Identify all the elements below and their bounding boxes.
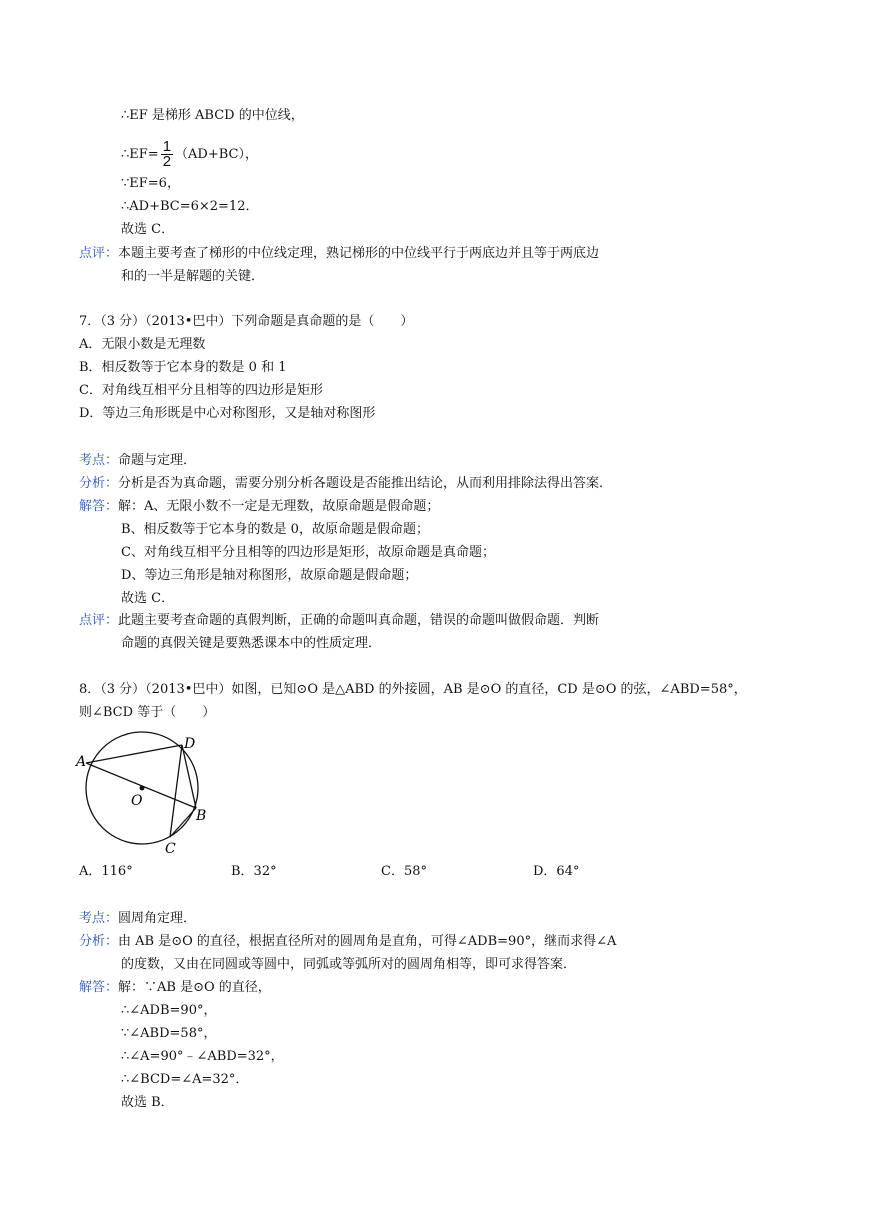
label-d: D (184, 736, 196, 752)
answer-text: 解：∵AB 是⊙O 的直径， (118, 980, 271, 995)
analysis-tag: 分析： (79, 934, 119, 949)
option-c: C．58° (381, 864, 427, 879)
knowledge-point (79, 452, 196, 470)
answer-line: ∴∠BCD=∠A=32°． (121, 1072, 249, 1087)
label-c: C (165, 841, 176, 857)
answer-tag: 解答： (79, 499, 119, 514)
option-a: A．116° (79, 864, 133, 879)
knowledge-text: 圆周角定理． (118, 911, 197, 926)
option-a: A．无限小数是无理数 (79, 337, 206, 352)
question-stem: 7．（3 分）（2013•巴中）下列命题是真命题的是（ ） (79, 314, 414, 329)
fraction-numerator: 1 (162, 138, 172, 155)
analysis-text: 分析是否为真命题，需要分别分析各题设是否能推出结论，从而利用排除法得出答案． (118, 476, 613, 491)
solution-line: ∴EF 是梯形 ABCD 的中位线， (121, 108, 304, 123)
answer-text: 解：A、无限小数不一定是无理数，故原命题是假命题； (118, 499, 440, 514)
answer-line: ∵∠ABD=58°， (121, 1026, 217, 1041)
answer-line: ∴∠ADB=90°， (121, 1003, 217, 1018)
question-stem: 8．（3 分）（2013•巴中）如图，已知⊙O 是△ABD 的外接圆，AB 是⊙O 的直径，CD 是⊙O 的弦，∠ABD=58°， (79, 682, 747, 697)
analysis-text: 由 AB 是⊙O 的直径，根据直径所对的圆周角是直角，可得∠ADB=90°，继而求得∠A (118, 934, 617, 949)
knowledge-text: 命题与定理． (118, 453, 197, 468)
answer (79, 979, 271, 997)
answer (79, 498, 439, 516)
option-b: B．相反数等于它本身的数是 0 和 1 (79, 360, 287, 375)
comment-line (79, 612, 599, 630)
segment-cb (170, 808, 196, 837)
label-o: O (131, 793, 143, 809)
knowledge-tag: 考点： (79, 911, 119, 926)
answer-line: D、等边三角形是轴对称图形，故原命题是假命题； (121, 568, 418, 583)
answer-line: ∴∠A=90°﹣∠ABD=32°， (121, 1049, 284, 1064)
label-b: B (196, 808, 207, 824)
analysis (79, 475, 612, 493)
fraction (161, 140, 173, 169)
knowledge-tag: 考点： (79, 453, 119, 468)
answer-line: B、相反数等于它本身的数是 0，故原命题是假命题； (121, 522, 429, 537)
comment-line: 和的一半是解题的关键． (121, 269, 265, 284)
solution-text: （AD+BC）， (175, 147, 258, 162)
answer-line: 故选 C． (121, 591, 175, 606)
solution-text: ∴EF= (121, 147, 159, 162)
analysis-line: 的度数，又由在同圆或等圆中，同弧或等弧所对的圆周角相等，即可求得答案． (121, 957, 577, 972)
circle-figure (74, 728, 214, 858)
center-dot (140, 786, 145, 791)
comment-tag: 点评： (79, 613, 119, 628)
segment-ad (86, 745, 182, 763)
answer-tag: 解答： (79, 980, 119, 995)
comment-line (79, 245, 599, 263)
option-c: C．对角线互相平分且相等的四边形是矩形 (79, 383, 323, 398)
answer-line: 故选 B． (121, 1095, 174, 1110)
answer-line: C、对角线互相平分且相等的四边形是矩形，故原命题是真命题； (121, 545, 495, 560)
option-b: B．32° (231, 864, 277, 879)
comment-text: 此题主要考查命题的真假判断，正确的命题叫真命题，错误的命题叫做假命题．判断 (118, 613, 600, 628)
analysis (79, 933, 616, 951)
option-d: D．等边三角形既是中心对称图形，又是轴对称图形 (79, 406, 376, 421)
comment-line: 命题的真假关键是要熟悉课本中的性质定理． (121, 636, 382, 651)
analysis-tag: 分析： (79, 476, 119, 491)
solution-line: 故选 C． (121, 222, 175, 237)
option-d: D．64° (533, 864, 580, 879)
knowledge-point (79, 910, 196, 928)
comment-text: 本题主要考查了梯形的中位线定理，熟记梯形的中位线平行于两底边并且等于两底边 (118, 246, 600, 261)
label-a: A (76, 754, 87, 770)
solution-line-fraction (121, 138, 258, 172)
solution-line: ∵EF=6， (121, 176, 180, 191)
solution-line: ∴AD+BC=6×2=12． (121, 199, 259, 214)
segment-db (182, 745, 196, 808)
fraction-denominator: 2 (162, 153, 172, 170)
comment-tag: 点评： (79, 246, 119, 261)
question-stem-cont: 则∠BCD 等于（ ） (79, 705, 216, 720)
segment-dc (170, 745, 182, 837)
